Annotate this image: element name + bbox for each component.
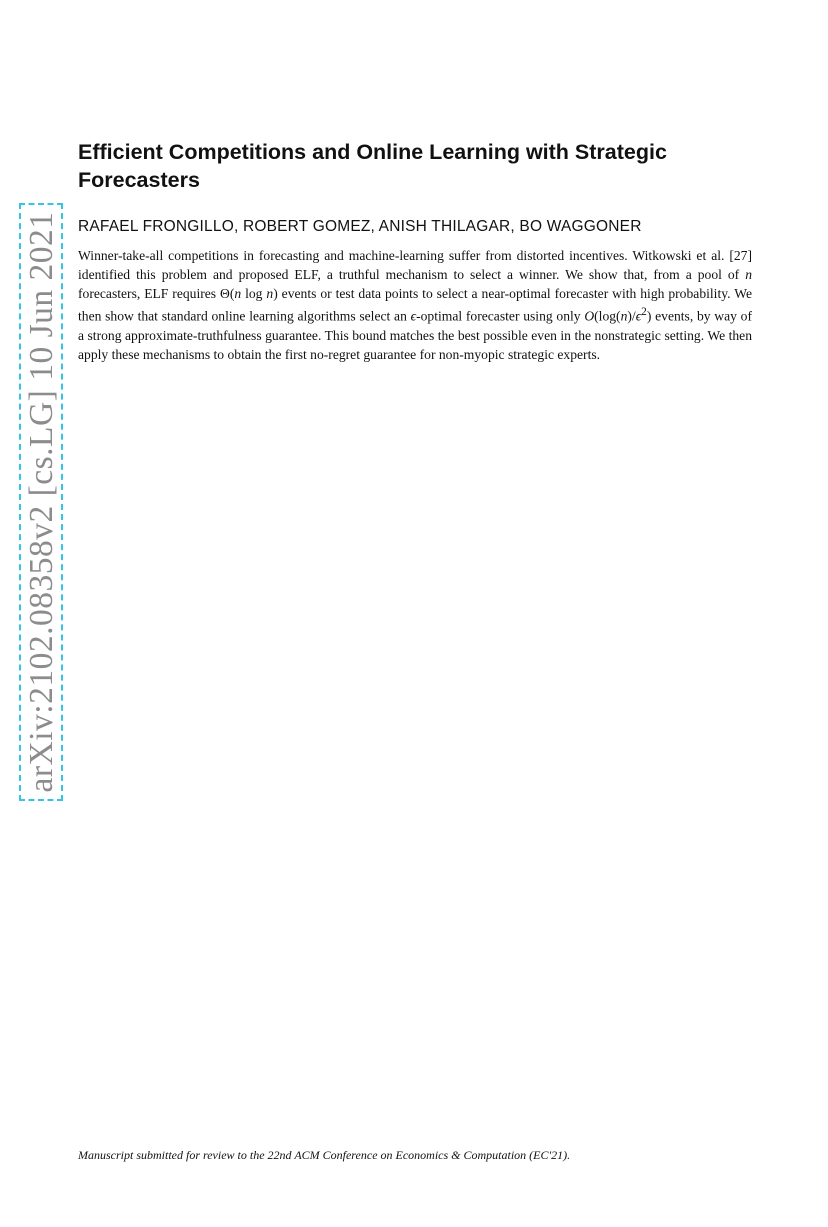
abstract-text: )/ <box>627 308 636 324</box>
abstract-text: Winner-take-all competitions in forecasting and machine-learning suffer from distorted incentives. Witkowski et al. [27] identified this problem and proposed ELF, a truthful mechanism to select a winner. We show that, from a pool of <box>78 248 752 283</box>
math-variable: n <box>234 286 242 302</box>
abstract-text: forecasters, ELF requires Θ( <box>78 286 235 302</box>
paper-title: Efficient Competitions and Online Learning with Strategic Forecasters <box>78 140 667 192</box>
math-variable: n <box>620 308 628 324</box>
math-variable: n <box>745 267 752 283</box>
math-superscript: 2 <box>641 306 647 319</box>
abstract-text: (log( <box>594 308 621 324</box>
abstract <box>78 246 752 364</box>
math-variable: n <box>266 286 274 302</box>
abstract-text: ) events, by way of a strong approximate-truthfulness guarantee. This bound matches the best possible even in the nonstrategic setting. We then apply these mechanisms to obtain the first no-regret guarantee for non-myopic strategic experts. <box>78 308 753 362</box>
arxiv-identifier: arXiv:2102.08358v2 [cs.LG] 10 Jun 2021 <box>23 211 60 793</box>
math-variable: O <box>584 308 595 324</box>
math-variable: ϵ <box>635 308 642 324</box>
submission-footnote: Manuscript submitted for review to the 22nd ACM Conference on Economics & Computation (EC'21). <box>78 1148 571 1162</box>
abstract-text: -optimal forecaster using only <box>416 308 585 324</box>
math-variable: ϵ <box>410 308 417 324</box>
abstract-text: log <box>241 286 267 302</box>
abstract-text: ) events or test data points to select a near-optimal forecaster with high probability. We then show that standard online learning algorithms select an <box>78 286 752 324</box>
author-list: RAFAEL FRONGILLO, ROBERT GOMEZ, ANISH THILAGAR, BO WAGGONER <box>78 218 642 235</box>
